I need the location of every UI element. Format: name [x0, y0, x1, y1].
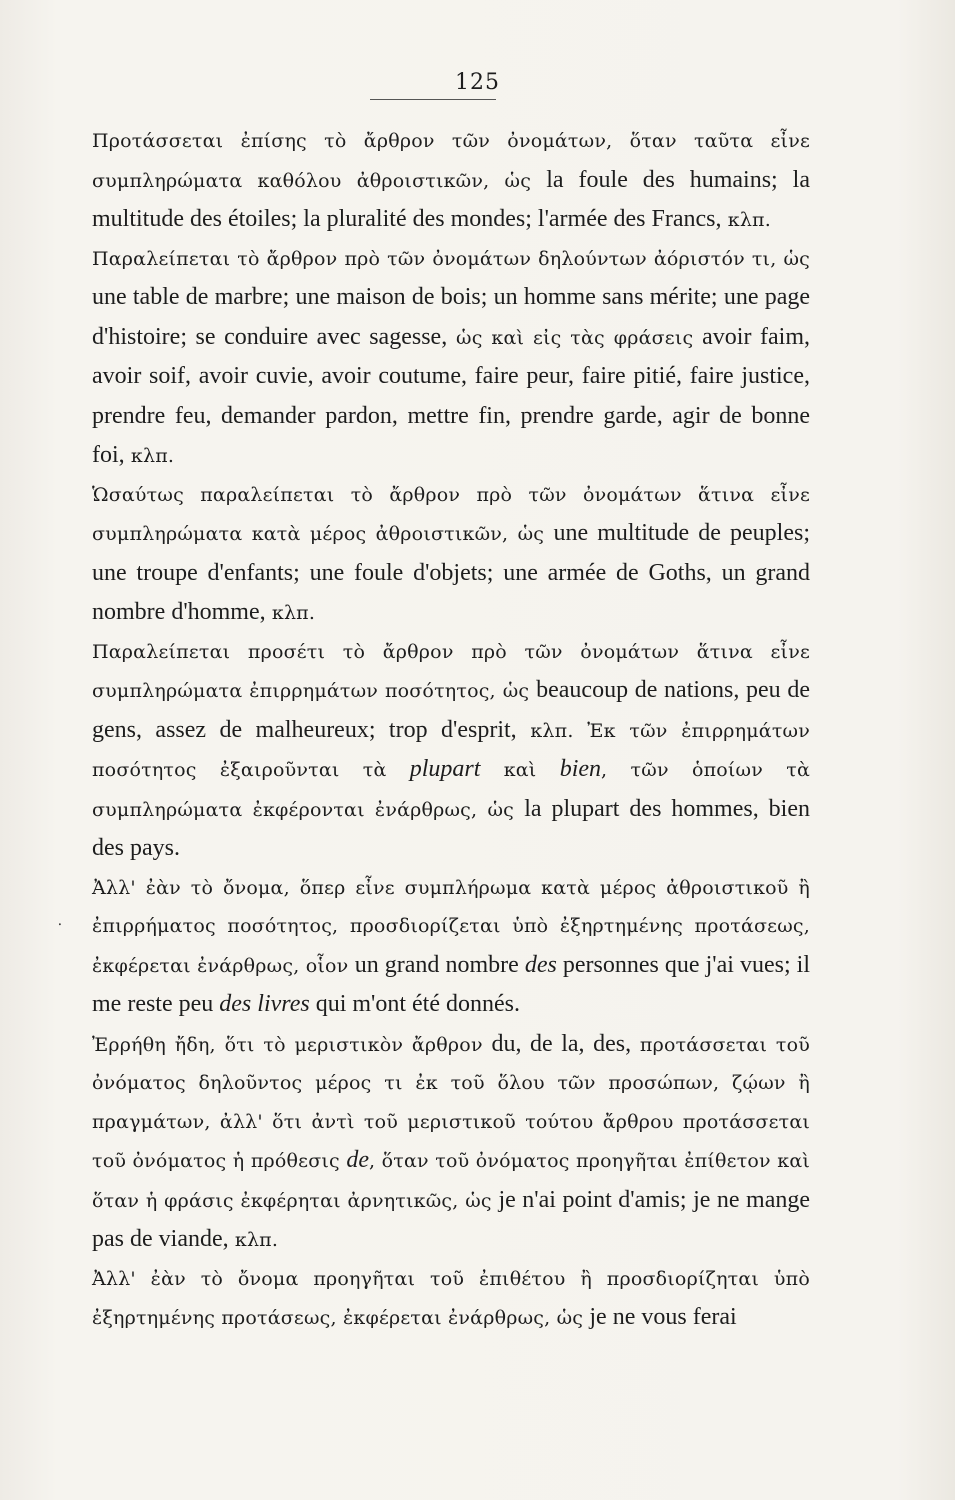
text-run: je n'ai point d'amis; je ne mange pas de viande, — [92, 1186, 810, 1252]
paragraph-1 — [92, 122, 810, 240]
text-run: Προτάσσεται ἐπίσης τὸ ἄρθρον τῶν ὀνομάτων, ὅταν ταῦτα εἶνε συμπληρώματα καθόλου ἀθροιστικῶν, ὡς — [92, 130, 810, 192]
text-run: plupart — [409, 756, 481, 782]
margin-mark: ⸱ — [58, 917, 62, 933]
text-run: la foule des humains; la multitude des étoiles; la pluralité des mondes; l'armée des Francs, — [92, 166, 810, 232]
text-run: Ἀλλ' ἐὰν τὸ ὄνομα προηγῆται τοῦ ἐπιθέτου ἢ προσδιορίζηται ὑπὸ ἐξηρτημένης προτάσεως, ἐκφέρεται ἐνάρθρως, ὡς — [92, 1267, 810, 1329]
text-run: Παραλείπεται τὸ ἄρθρον πρὸ τῶν ὀνομάτων δηλούντων ἀόριστόν τι, ὡς — [92, 247, 810, 270]
body-text — [92, 122, 810, 1338]
text-run: κλπ. Ἐκ τῶν ἐπιρρημάτων ποσότητος ἐξαιροῦνται τὰ — [92, 719, 810, 781]
text-run: beaucoup de nations, peu de gens, assez de malheureux; trop d'esprit, — [92, 677, 810, 743]
text-run: des livres — [219, 991, 310, 1017]
text-run: ὡς καὶ εἰς τὰς φράσεις — [447, 326, 703, 349]
text-run: Ἐρρήθη ἤδη, ὅτι τὸ μεριστικὸν ἄρθρον — [92, 1033, 492, 1056]
text-run: κλπ. — [228, 1229, 279, 1251]
text-run: une multitude de peuples; une troupe d'enfants; une foule d'objets; une armée de Goths, un grand nombre d'homme, — [92, 520, 810, 625]
paragraph-3 — [92, 476, 810, 633]
text-run: , ὅταν τοῦ ὀνόματος προηγῆται ἐπίθετον καὶ ὅταν ἡ φράσις ἐκφέρηται ἀρνητικῶς, ὡς — [92, 1150, 810, 1212]
text-run: προτάσσεται τοῦ ὀνόματος δηλοῦντος μέρος τι ἐκ τοῦ ὅλου τῶν προσώπων, ζῴων ἢ πραγμάτων, ἀλλ' ὅτι ἀντὶ τοῦ μεριστικοῦ τούτου ἄρθρου προτάσσεται τοῦ ὀνόματος ἡ πρόθεσις — [92, 1033, 810, 1172]
text-run: Παραλείπεται προσέτι τὸ ἄρθρον πρὸ τῶν ὀνομάτων ἅτινα εἶνε συμπληρώματα ἐπιρρημάτων ποσότητος, ὡς — [92, 640, 810, 702]
paragraph-5 — [92, 869, 810, 1025]
text-run: καὶ — [480, 759, 560, 781]
text-run: des — [524, 951, 557, 978]
paragraph-4 — [92, 633, 810, 869]
text-run: Ὡσαύτως παραλείπεται τὸ ἄρθρον πρὸ τῶν ὀνομάτων ἅτινα εἶνε συμπληρώματα κατὰ μέρος ἀθροιστικῶν, ὡς — [92, 483, 810, 545]
paragraph-2 — [92, 240, 810, 476]
text-run: une table de marbre; une maison de bois; un homme sans mérite; une page d'histoire; se conduire avec sagesse, — [92, 284, 810, 350]
text-run: un grand nombre — [354, 951, 525, 978]
text-run: la plupart des hommes, bien des pays. — [92, 795, 810, 861]
text-run: Ἀλλ' ἐὰν τὸ ὄνομα, ὅπερ εἶνε συμπλήρωμα κατὰ μέρος ἀθροιστικοῦ ἢ ἐπιρρήματος ποσότητος, προσδιορίζεται ὑπὸ ἐξηρτημένης προτάσεως, ἐκφέρεται ἐνάρθρως, οἷον — [92, 876, 810, 977]
paragraph-7 — [92, 1260, 810, 1338]
text-run: je ne vous ferai — [589, 1304, 737, 1330]
paragraph-6 — [92, 1025, 810, 1260]
text-run: κλπ. — [721, 209, 771, 231]
text-run: qui m'ont été donnés. — [309, 991, 520, 1017]
text-run: , τῶν ὁποίων τὰ συμπληρώματα ἐκφέρονται ἐνάρθρως, ὡς — [92, 759, 810, 821]
header-rule — [370, 99, 496, 100]
page-number: 125 — [455, 70, 500, 95]
text-run: avoir faim, avoir soif, avoir cuvie, avoir coutume, faire peur, faire pitié, faire justice, prendre feu, demander pardon, mettre fin, prendre garde, agir de bonne foi, — [92, 323, 811, 468]
text-run: κλπ. — [265, 602, 316, 624]
text-run: de — [346, 1147, 369, 1173]
text-run: du, de la, des, — [491, 1030, 632, 1057]
text-run: personnes que j'ai vues; il me reste peu — [92, 951, 810, 1017]
text-run: bien — [559, 756, 602, 782]
text-run: κλπ. — [124, 445, 175, 467]
